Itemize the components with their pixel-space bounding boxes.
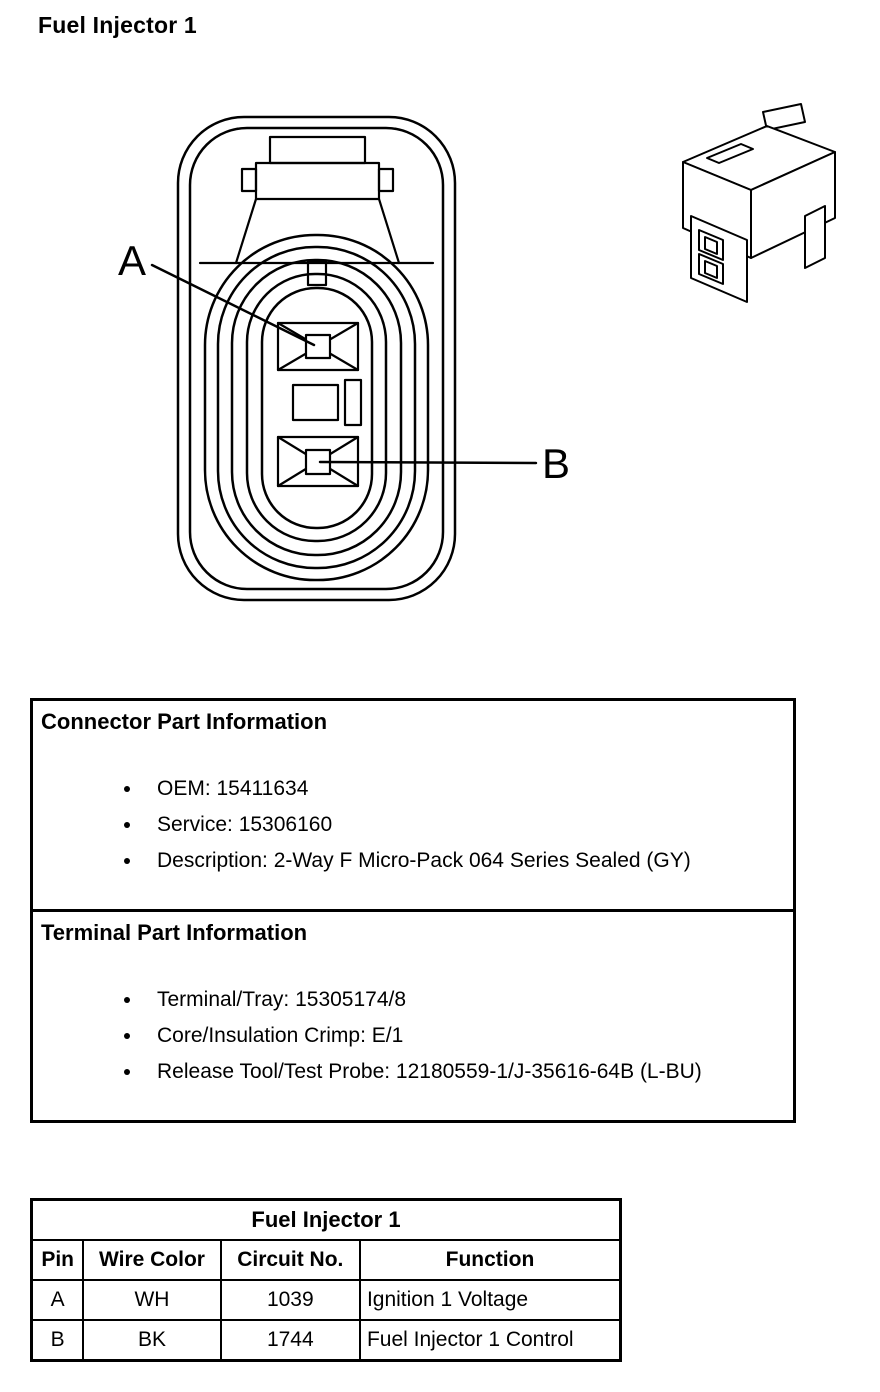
cell-pin: B bbox=[32, 1320, 84, 1360]
table-header-row bbox=[32, 1240, 621, 1280]
list-item: • Terminal/Tray: 15305174/8 bbox=[143, 988, 783, 1012]
table-title-row bbox=[32, 1200, 621, 1241]
table-row bbox=[32, 1280, 621, 1320]
terminal-cavity-a bbox=[278, 323, 358, 370]
cell-function: Fuel Injector 1 Control bbox=[360, 1320, 621, 1360]
iso-side-rail bbox=[805, 206, 825, 268]
header-circuit-no: Circuit No. bbox=[221, 1240, 360, 1280]
terminal-part-information-title: Terminal Part Information bbox=[41, 920, 308, 945]
terminal-part-information-section bbox=[33, 909, 793, 1120]
terminal-b-label: B bbox=[542, 440, 571, 487]
connector-part-information-title: Connector Part Information bbox=[41, 709, 328, 734]
page-title: Fuel Injector 1 bbox=[38, 12, 197, 38]
center-key bbox=[293, 380, 361, 425]
connector-part-information-section bbox=[33, 701, 793, 909]
connector-face-diagram bbox=[30, 95, 630, 625]
terminal-part-information-list bbox=[41, 988, 783, 1084]
pinout-table-title: Fuel Injector 1 bbox=[32, 1200, 621, 1241]
connector-latch bbox=[200, 137, 433, 263]
cell-circuit-no: 1744 bbox=[221, 1320, 360, 1360]
header-pin: Pin bbox=[32, 1240, 84, 1280]
terminal-a-label: A bbox=[118, 237, 147, 284]
header-wire-color: Wire Color bbox=[83, 1240, 220, 1280]
connector-iso-diagram bbox=[655, 98, 850, 313]
header-function: Function bbox=[360, 1240, 621, 1280]
pinout-table bbox=[30, 1198, 622, 1362]
list-item: • Service: 15306160 bbox=[143, 813, 783, 837]
list-item: • Release Tool/Test Probe: 12180559-1/J-35616-64B (L-BU) bbox=[143, 1060, 783, 1084]
cell-wire-color: BK bbox=[83, 1320, 220, 1360]
list-item: • OEM: 15411634 bbox=[143, 777, 783, 801]
table-row bbox=[32, 1320, 621, 1360]
leader-line-b bbox=[320, 462, 536, 463]
cell-wire-color: WH bbox=[83, 1280, 220, 1320]
cell-pin: A bbox=[32, 1280, 84, 1320]
part-information-box bbox=[30, 698, 796, 1123]
list-item: • Description: 2-Way F Micro-Pack 064 Series Sealed (GY) bbox=[143, 849, 783, 873]
cell-function: Ignition 1 Voltage bbox=[360, 1280, 621, 1320]
cell-circuit-no: 1039 bbox=[221, 1280, 360, 1320]
connector-seal-rings bbox=[205, 235, 428, 580]
connector-part-information-list bbox=[41, 777, 783, 873]
list-item: • Core/Insulation Crimp: E/1 bbox=[143, 1024, 783, 1048]
